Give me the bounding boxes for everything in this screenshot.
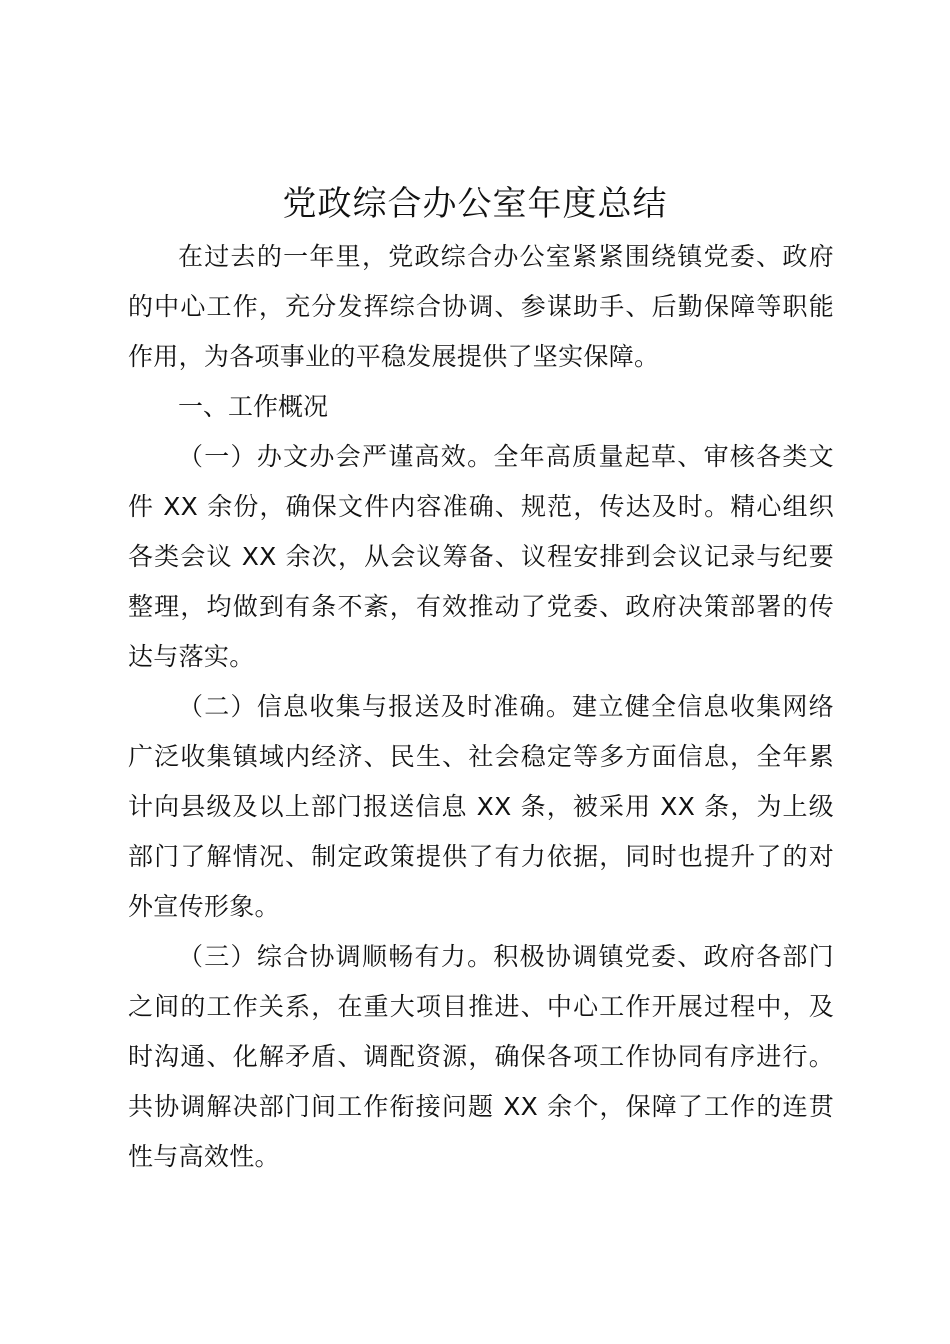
paragraph-item-3: （三）综合协调顺畅有力。积极协调镇党委、政府各部门之间的工作关系，在重大项目推进、中心工作开展过程中，及时沟通、化解矛盾、调配资源，确保各项工作协同有序进行。共协调解决部门间工作衔接问题 XX 余个，保障了工作的连贯性与高效性。 — [128, 942, 834, 1171]
document-body — [128, 232, 834, 1182]
document-title: 党政综合办公室年度总结 — [282, 184, 668, 224]
paragraph-item-1: （一）办文办会严谨高效。全年高质量起草、审核各类文件 XX 余份，确保文件内容准确、规范，传达及时。精心组织各类会议 XX 余次，从会议筹备、议程安排到会议记录与纪要整理，均做到有条不紊，有效推动了党委、政府决策部署的传达与落实。 — [128, 442, 834, 671]
intro-paragraph: 在过去的一年里，党政综合办公室紧紧围绕镇党委、政府的中心工作，充分发挥综合协调、参谋助手、后勤保障等职能作用，为各项事业的平稳发展提供了坚实保障。 — [128, 242, 834, 371]
paragraph-item-2: （二）信息收集与报送及时准确。建立健全信息收集网络广泛收集镇域内经济、民生、社会稳定等多方面信息，全年累计向县级及以上部门报送信息 XX 条，被采用 XX 条，为上级部门了解情况、制定政策提供了有力依据，同时也提升了的对外宣传形象。 — [128, 692, 834, 921]
section-heading: 一、工作概况 — [178, 392, 329, 421]
